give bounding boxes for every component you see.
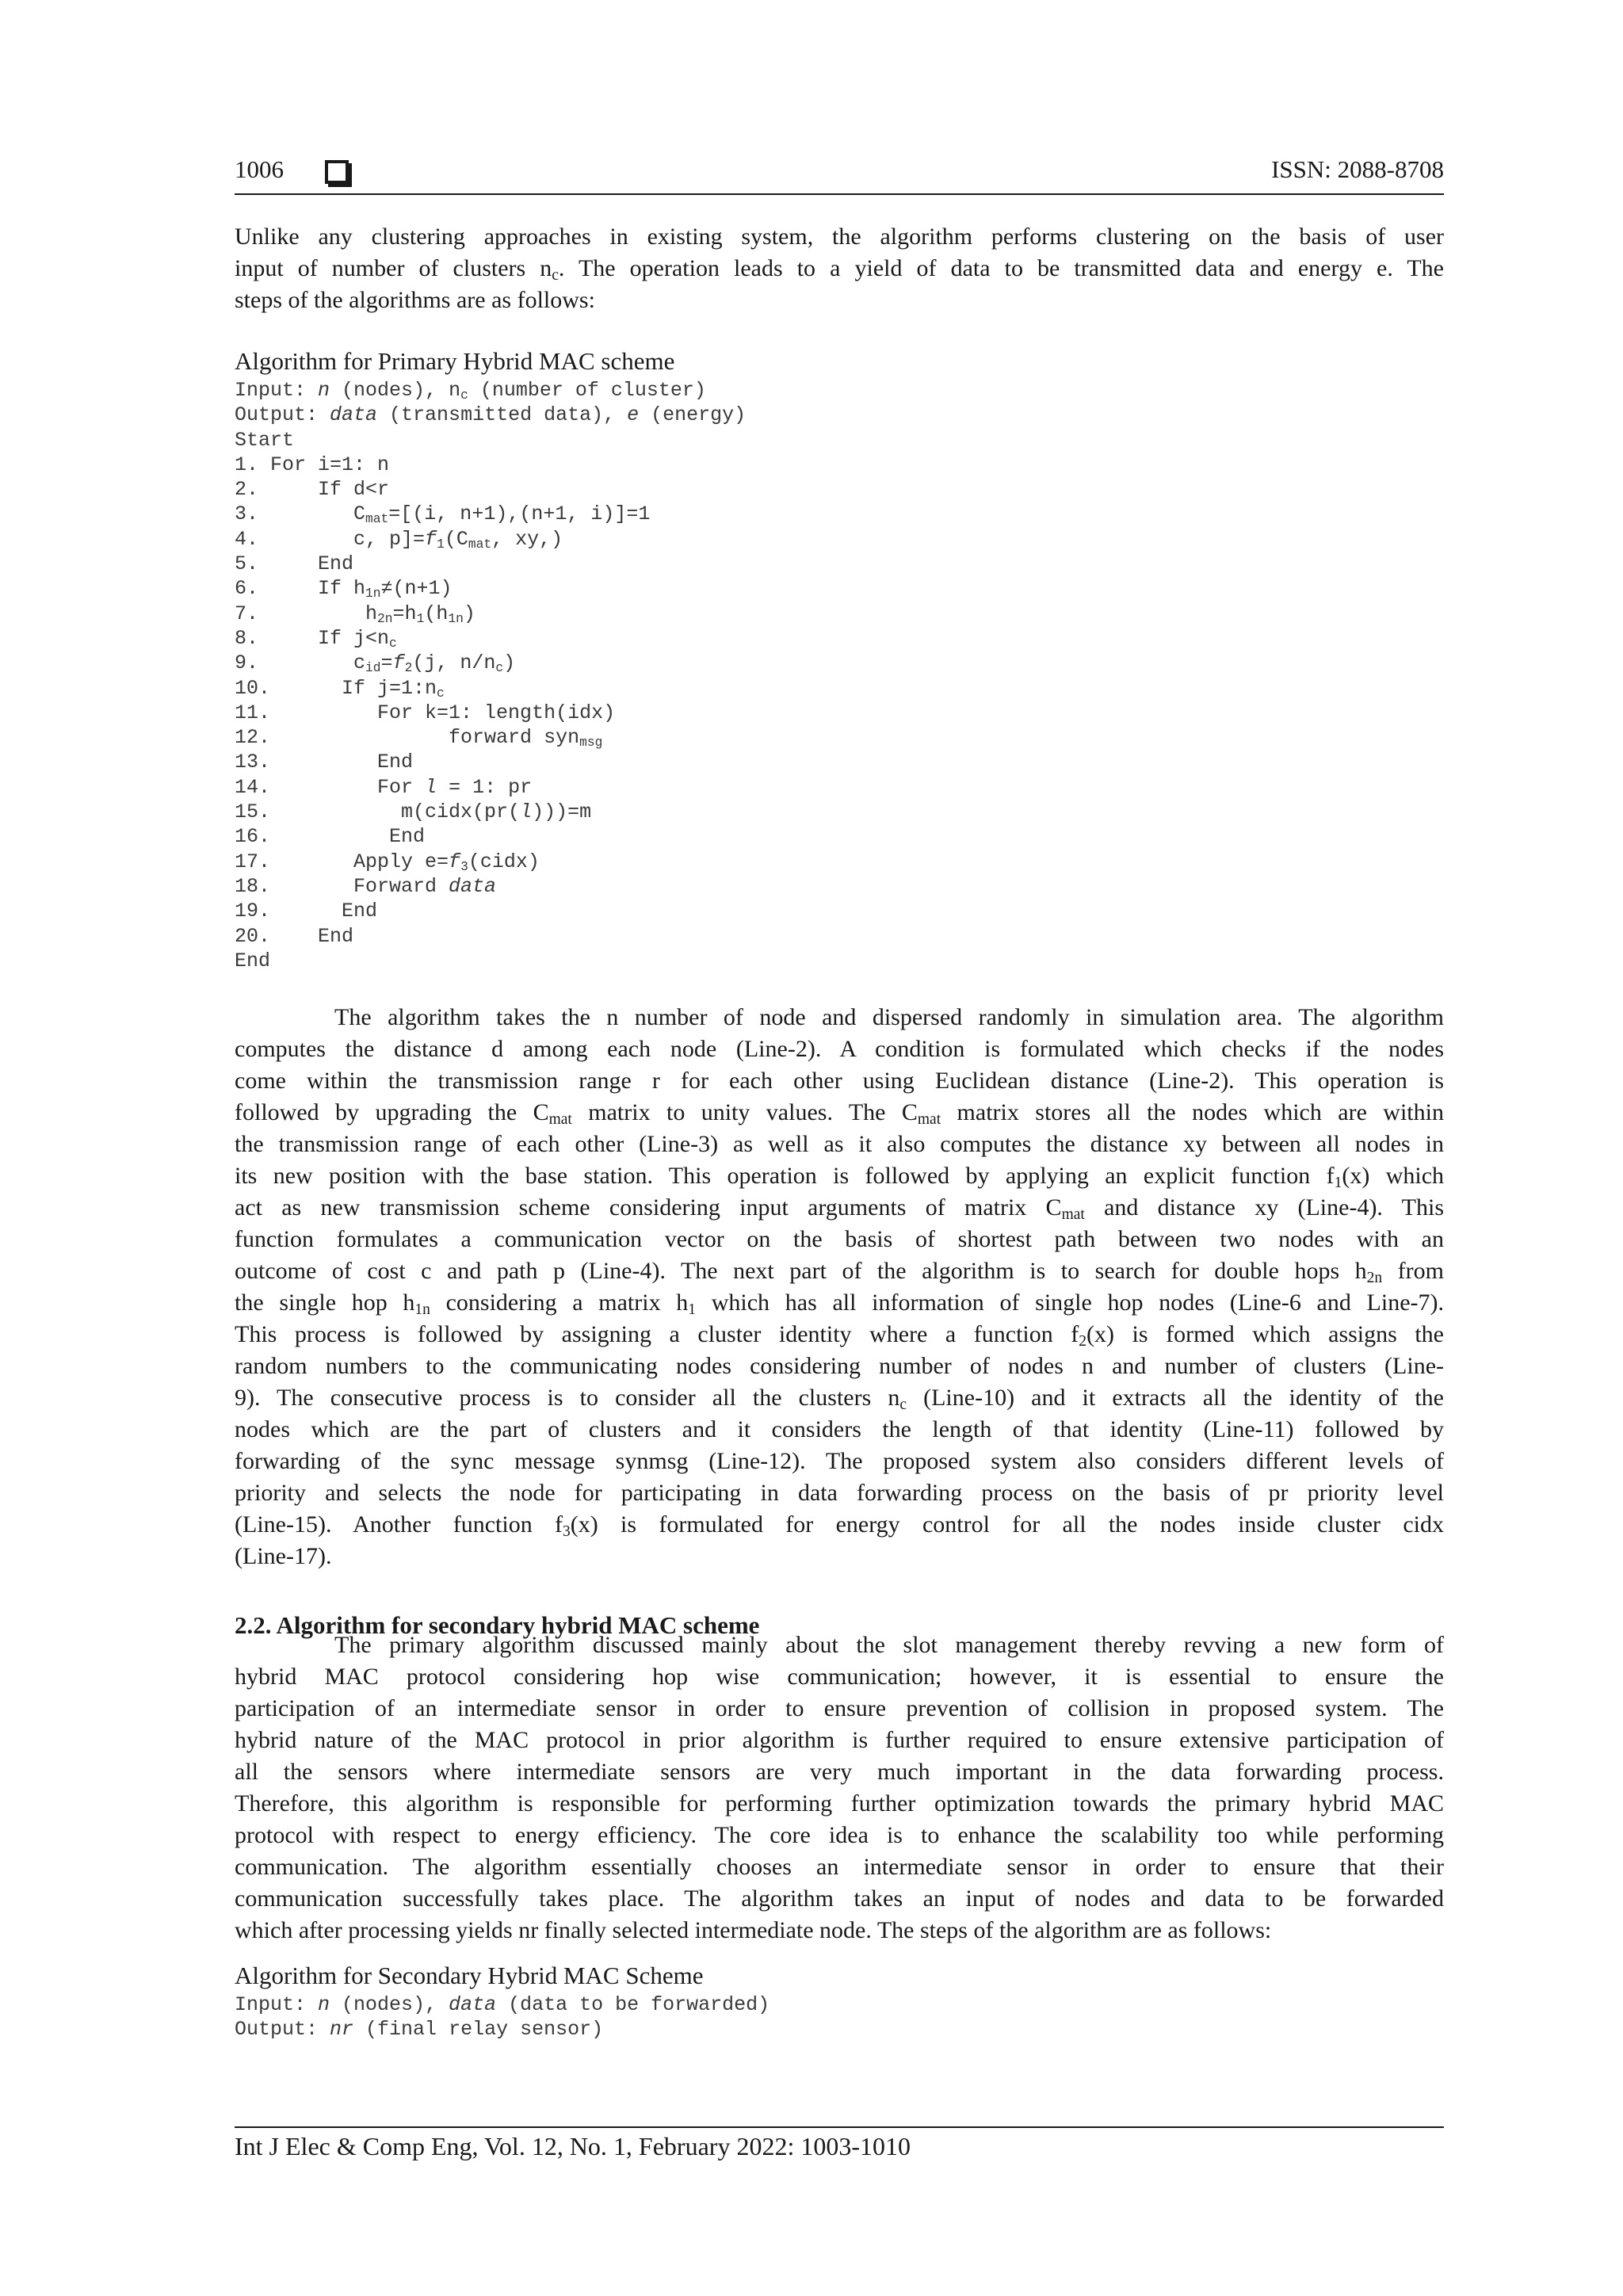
code-line: 13. End xyxy=(235,751,414,774)
code-line: 9. $c_{id}=f_2(j$, $n/n_c$) xyxy=(235,651,516,676)
code-line: Input: n (nodes), $n_c$ (number of cluster) xyxy=(235,379,706,403)
paragraph-line: This process is followed by assigning a cluster identity where a function $f_2(x)$ is formed which assigns the xyxy=(235,1321,1444,1350)
code-line: 14. For l = 1: pr xyxy=(235,775,533,799)
paragraph-line: come within the transmission range r for each other using Euclidean distance (Line-2). This operation is xyxy=(235,1068,1444,1094)
checkbox-square-icon xyxy=(325,160,349,184)
code-line: Start xyxy=(235,428,295,452)
paragraph-line: forwarding of the sync message synmsg (Line-12). The proposed system also considers different levels of xyxy=(235,1448,1444,1474)
code-line: 15. m(cidx(pr(l)))=m xyxy=(235,800,592,824)
code-line: 8. If $j<n_c$ xyxy=(235,626,397,651)
code-line: 3. $C_{mat}=[(i$, n+1),(n+1, i)]=1 xyxy=(235,502,651,527)
paragraph-line: the single hop $h_{1n}$ considering a matrix $h_1$ which has all information of single hop nodes (Line-6 and Line-7). xyxy=(235,1289,1445,1318)
code-line: 10. If $j=1:n_c$ xyxy=(235,676,445,701)
code-line: 16. End xyxy=(235,825,426,849)
code-line: 6. If $h_{1n}\ne(n+1)$ xyxy=(235,577,453,602)
paragraph-line: nodes which are the part of clusters and it considers the length of that identity (Line-11) followed by xyxy=(235,1416,1444,1442)
intro-line: steps of the algorithms are as follows: xyxy=(235,287,595,313)
paragraph-line: computes the distance d among each node (Line-2). A condition is formulated which checks if the nodes xyxy=(235,1036,1444,1062)
paragraph-line: function formulates a communication vector on the basis of shortest path between two nodes with an xyxy=(235,1226,1444,1252)
paragraph-line: its new position with the base station. This operation is followed by applying an explicit function $f_1(x)$ which xyxy=(235,1163,1445,1191)
primary-algorithm-title: Algorithm for Primary Hybrid MAC scheme xyxy=(235,347,675,375)
section-heading: 2.2. Algorithm for secondary hybrid MAC scheme xyxy=(235,1611,760,1639)
paragraph-line: all the sensors where intermediate sensors are very much important in the data forwarding process. xyxy=(235,1759,1444,1785)
code-line: 17. Apply $e=f_3(cidx)$ xyxy=(235,850,540,874)
paragraph-line: outcome of cost c and path p (Line-4). The next part of the algorithm is to search for double hops $h_{2n}$ from xyxy=(235,1258,1444,1286)
footer-citation: Int J Elec & Comp Eng, Vol. 12, No. 1, February 2022: 1003-1010 xyxy=(235,2132,911,2160)
code-line: 12. forward syn$_{msg}$ xyxy=(235,726,603,751)
paragraph-line: priority and selects the node for participating in data forwarding process on the basis of pr priority level xyxy=(235,1480,1444,1506)
explanation-paragraph xyxy=(235,1002,1444,1572)
paragraph-line: The primary algorithm discussed mainly about the slot management thereby revving a new form of xyxy=(334,1632,1444,1658)
paragraph-line: (Line-15). Another function $f_3(x)$ is formulated for energy control for all the nodes inside cluster cidx xyxy=(235,1511,1444,1540)
code-line: 4. c, $p]=f_1(C_{mat}$, xy,) xyxy=(235,527,563,552)
code-line: 5. End xyxy=(235,552,354,576)
paragraph-line: Therefore, this algorithm is responsible for performing further optimization towards the primary hybrid MAC xyxy=(235,1790,1444,1817)
code-line: Output: data (transmitted data), e (energy) xyxy=(235,403,747,427)
header-rule xyxy=(235,193,1444,195)
paragraph-line: 9). The consecutive process is to consider all the clusters $n_c$ (Line-10) and it extracts all the identity of the xyxy=(235,1385,1444,1413)
code-line: End xyxy=(235,949,271,972)
intro-paragraph xyxy=(235,221,1444,316)
code-line: 2. If d<r xyxy=(235,478,390,502)
paragraph-line: protocol with respect to energy efficiency. The core idea is to enhance the scalability too while performing xyxy=(235,1822,1444,1848)
paragraph-line: which after processing yields nr finally selected intermediate node. The steps of the algorithm are as follows: xyxy=(235,1917,1272,1943)
page-header xyxy=(235,155,1444,193)
footer-rule xyxy=(235,2126,1444,2128)
issn-label: ISSN: 2088-8708 xyxy=(1271,155,1444,183)
paragraph-line: The algorithm takes the n number of node and dispersed randomly in simulation area. The algorithm xyxy=(334,1004,1444,1030)
paragraph-line: random numbers to the communicating nodes considering number of nodes n and number of clusters (Line- xyxy=(235,1353,1444,1379)
paragraph-line: the transmission range of each other (Line-3) as well as it also computes the distance xy between all nodes in xyxy=(235,1131,1444,1157)
paragraph-line: participation of an intermediate sensor in order to ensure prevention of collision in proposed system. The xyxy=(235,1695,1444,1721)
code-line: 18. Forward data xyxy=(235,874,497,898)
code-line: 1. For i=1: n xyxy=(235,453,390,476)
code-line: 19. End xyxy=(235,900,378,923)
paragraph-line: hybrid MAC protocol considering hop wise communication; however, it is essential to ensure the xyxy=(235,1664,1444,1690)
section-paragraph xyxy=(235,1629,1444,1946)
primary-algorithm-code xyxy=(235,378,746,973)
code-line: Input: n (nodes), data (data to be forwarded) xyxy=(235,1993,770,2016)
paragraph-line: communication. The algorithm essentially chooses an intermediate sensor in order to ensure that their xyxy=(235,1854,1444,1880)
secondary-algorithm-title: Algorithm for Secondary Hybrid MAC Scheme xyxy=(235,1962,704,1989)
page-number: 1006 xyxy=(235,155,284,183)
paragraph-line: (Line-17). xyxy=(235,1543,332,1569)
paragraph-line: followed by upgrading the $C_{mat}$ matrix to unity values. The $C_{mat}$ matrix stores all the nodes which are within xyxy=(235,1099,1444,1128)
paragraph-line: hybrid nature of the MAC protocol in prior algorithm is further required to ensure extensive participation of xyxy=(235,1727,1444,1753)
paragraph-line: act as new transmission scheme considering input arguments of matrix $C_{mat}$ and distance xy (Line-4). This xyxy=(235,1194,1444,1223)
intro-line: Unlike any clustering approaches in existing system, the algorithm performs clustering on the basis of user xyxy=(235,223,1444,250)
paragraph-line: communication successfully takes place. The algorithm takes an input of nodes and data to be forwarded xyxy=(235,1885,1444,1912)
code-line: 7. $h_{2n}=h_1(h_{1n})$ xyxy=(235,602,475,626)
code-line: Output: nr (final relay sensor) xyxy=(235,2018,604,2042)
secondary-algorithm-code xyxy=(235,1992,769,2042)
code-line: 20. End xyxy=(235,924,354,948)
intro-line: input of number of clusters $n_c$. The operation leads to a yield of data to be transmitted data and energy e. The xyxy=(235,255,1444,284)
code-line: 11. For k=1: length(idx) xyxy=(235,701,616,724)
